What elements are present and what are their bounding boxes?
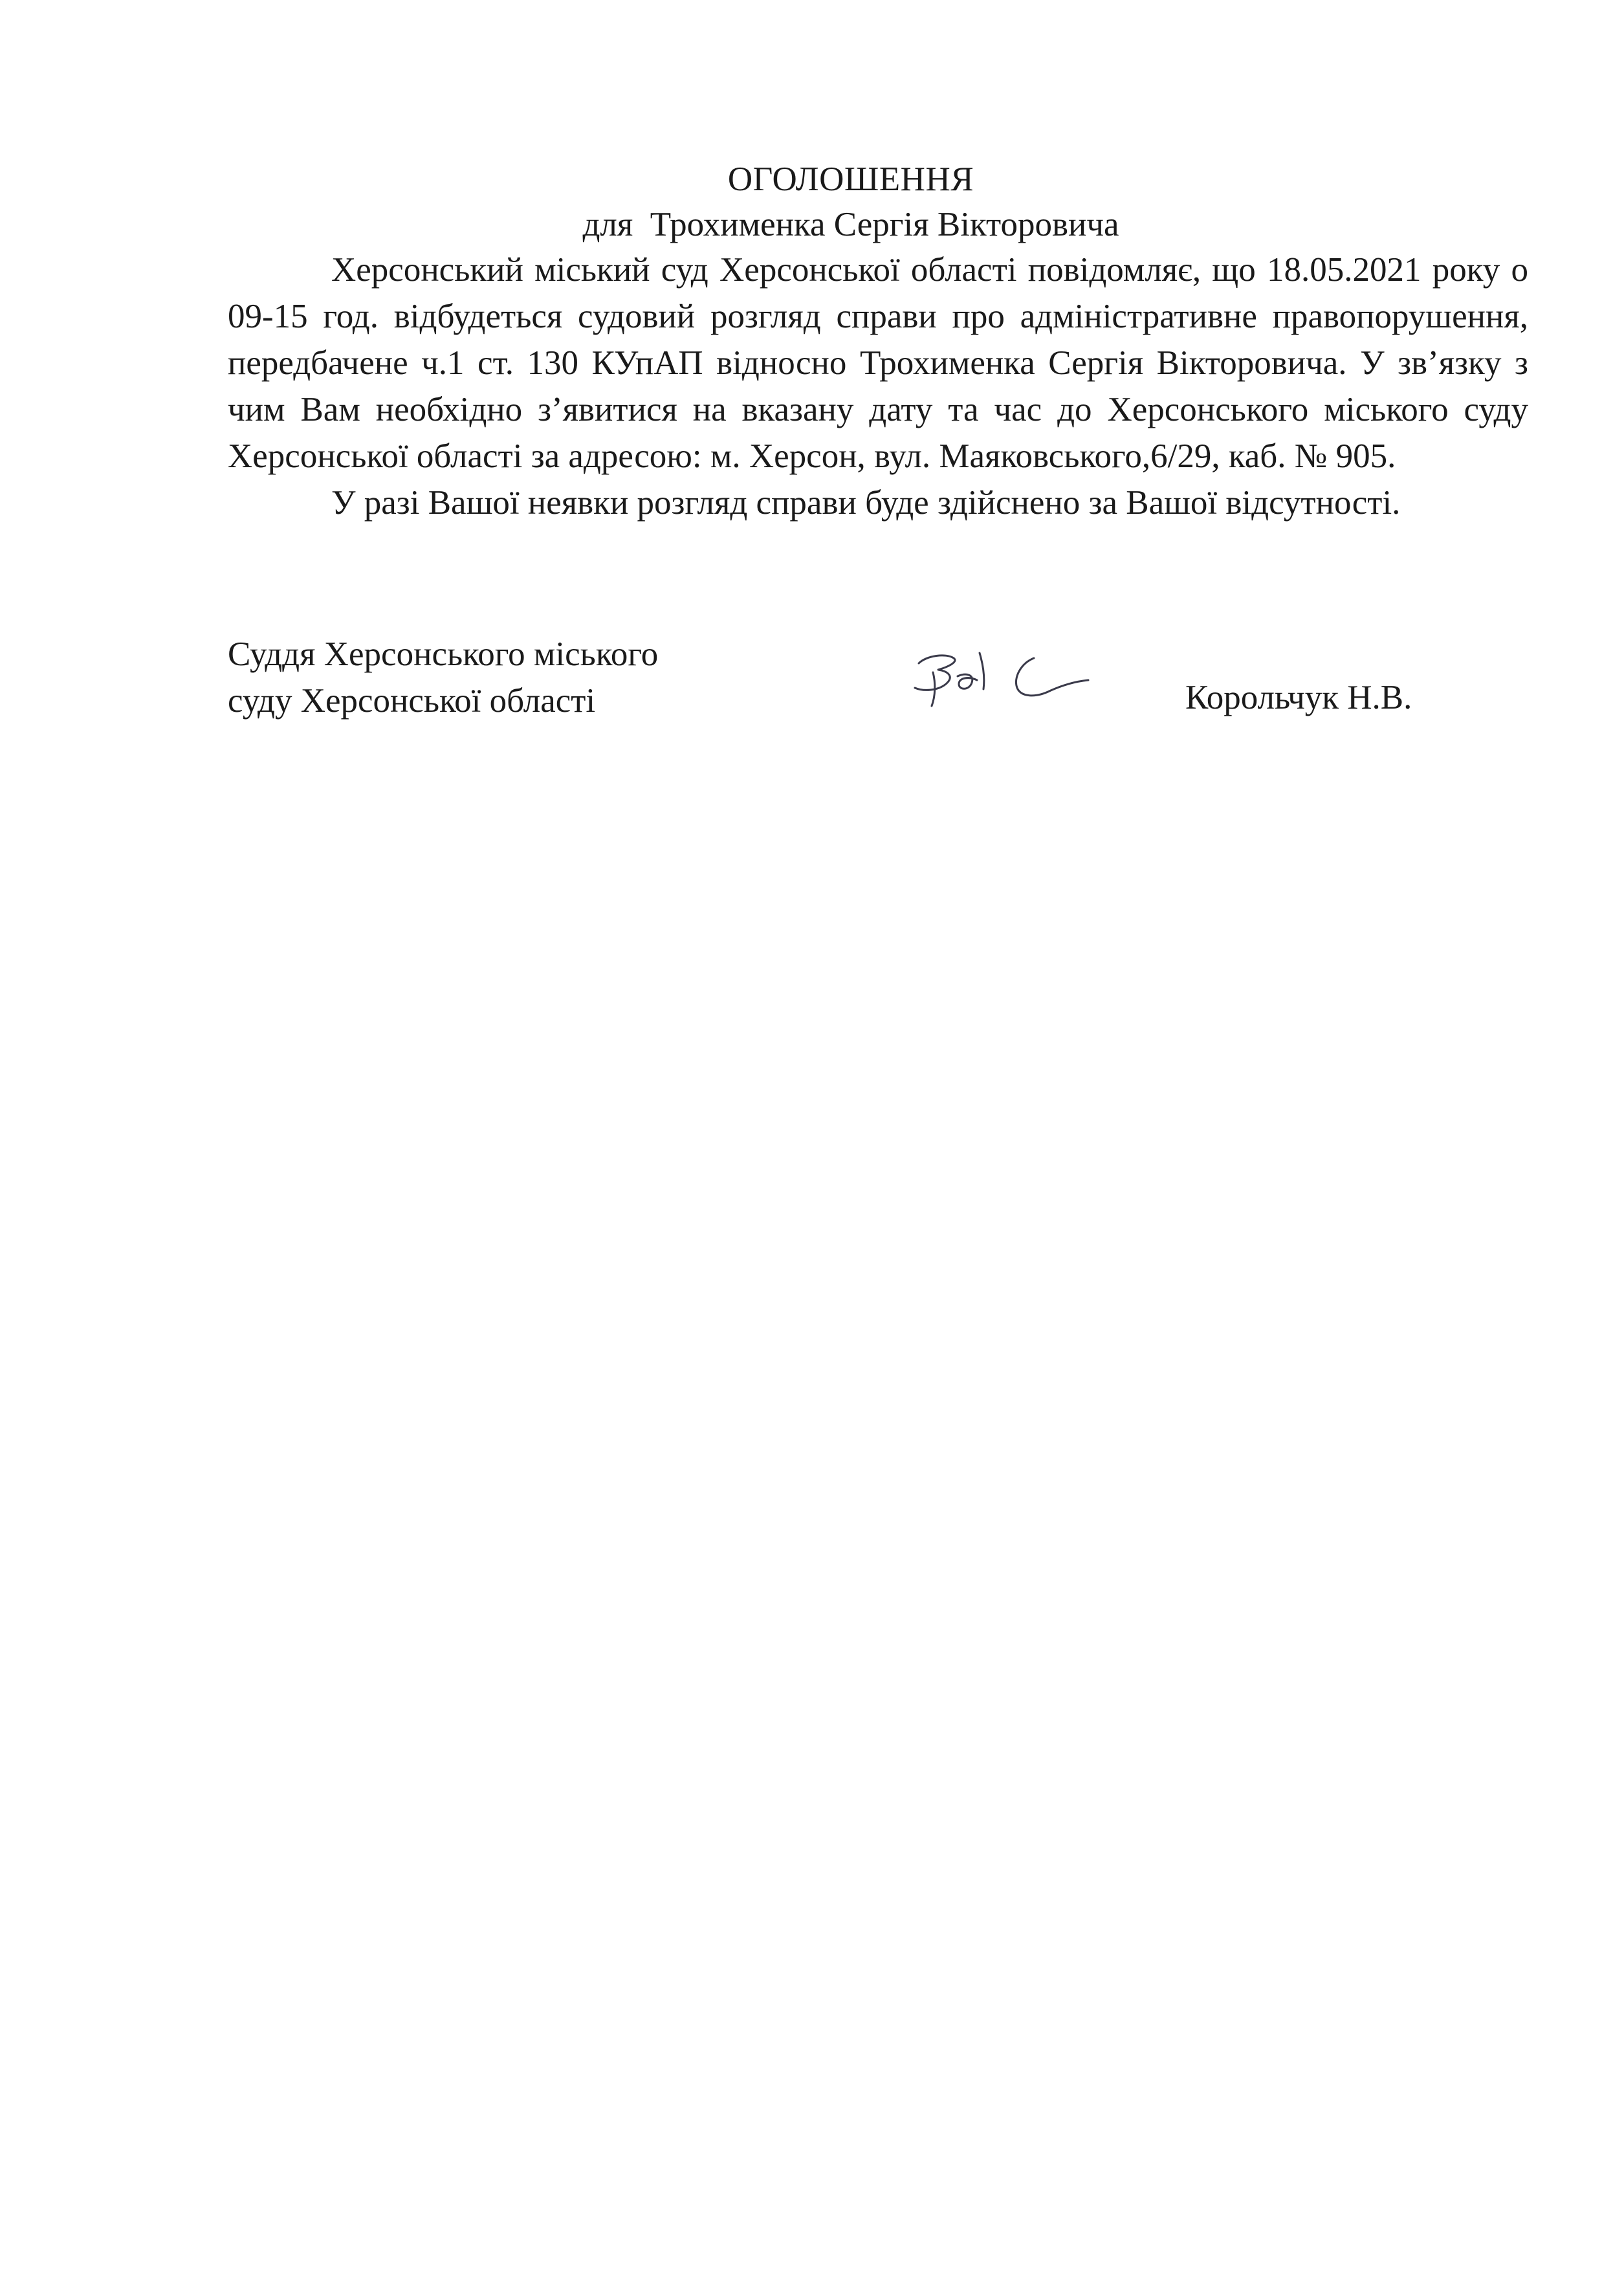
handwritten-signature xyxy=(907,644,1095,715)
document-title: ОГОЛОШЕННЯ xyxy=(727,160,974,198)
judge-position-line2: суду Херсонської області xyxy=(228,682,596,720)
judge-position-line1: Суддя Херсонського міського xyxy=(228,635,659,673)
paragraph-absence-warning: У разі Вашої неявки розгляд справи буде здійснено за Вашої відсутності. xyxy=(331,484,1401,522)
document-subtitle: для Трохименка Сергія Вікторовича xyxy=(582,206,1119,243)
judge-name: Корольчук Н.В. xyxy=(1185,679,1412,716)
paragraph-notice: Херсонський міський суд Херсонської області повідомляє, що 18.05.2021 року о 09-15 год. відбудеться судовий розгляд справи про адміністративне правопорушення, передбачене ч.1 ст. 130 КУпАП відносно Трохименка Сергія Вікторовича. У зв’язку з чим Вам необхідно з’явитися на вказану дату та час до Херсонського міського суду Херсонської області за адресою: м. Херсон, вул. Маяковського,6/29, каб. № 905. xyxy=(228,251,1528,475)
signature-block xyxy=(228,631,1528,734)
document-body xyxy=(228,247,1528,526)
judge-position xyxy=(228,631,810,724)
